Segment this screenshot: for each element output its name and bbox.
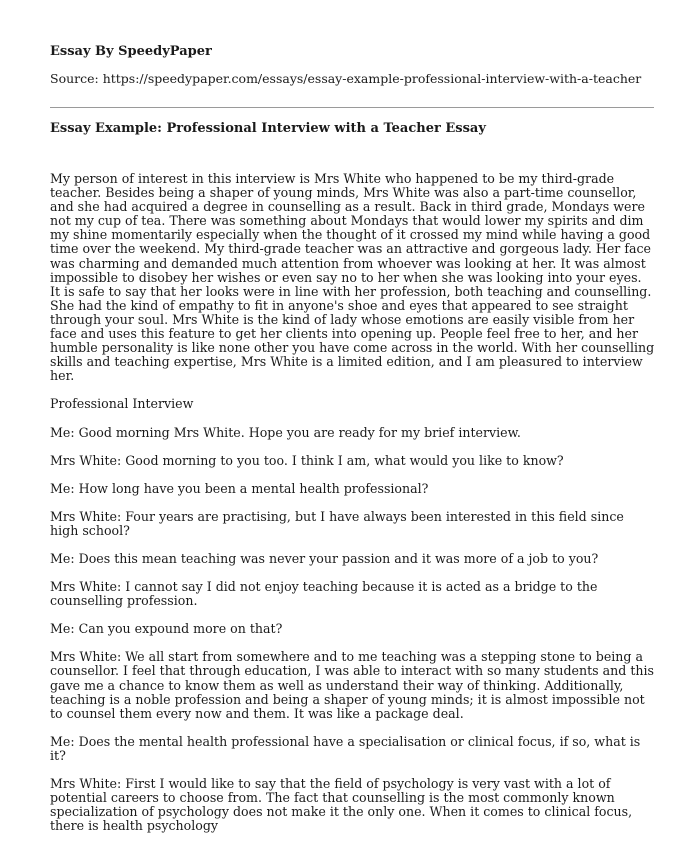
brand-heading: Essay By SpeedyPaper (50, 44, 212, 59)
interview-line: Me: Good morning Mrs White. Hope you are ready for my brief interview. (50, 424, 521, 440)
interview-line: Me: Can you expound more on that? (50, 621, 283, 637)
intro-paragraph: My person of interest in this interview is Mrs White who happened to be my third-grade teacher. Besides being a shaper of young minds, Mrs White was also a part-time counsellor, and she had acquired a degree in counselling as a result. Back in third grade, Mondays were not my cup of tea. There was something about Mondays that would lower my spirits and dim my shine momentarily especially when the thought of it crossed my mind while having a good time over the weekend. My third-grade teacher was an attractive and gorgeous lady. Her face was charming and demanded much attention from whoever was looking at her. It was almost impossible to disobey her wishes or even say no to her when she was looking into your eyes. It is safe to say that her looks were in line with her profession, both teaching and counselling. She had the kind of empathy to fit in anyone's shoe and eyes that appeared to see straight through your soul. Mrs White is the kind of lady whose emotions are easily visible from her face and uses this feature to get her clients into opening up. People feel free to her, and her humble personality is like none other you have come across in the world. With her counselling skills and teaching expertise, Mrs White is a limited edition, and I am pleasured to interview her. (50, 171, 655, 384)
interview-line: Me: Does the mental health professional have a specialisation or clinical focus, if so, what is it? (50, 733, 641, 763)
interview-line: Mrs White: Four years are practising, but I have always been interested in this field since high school? (50, 508, 624, 538)
section-heading: Professional Interview (50, 396, 194, 412)
source-line: Source: https://speedypaper.com/essays/essay-example-professional-interview-with-a-teacher (50, 71, 642, 86)
divider (50, 107, 654, 108)
interview-line: Mrs White: First I would like to say that the field of psychology is very vast with a lot of potential careers to choose from. The fact that counselling is the most commonly known specialization of psychology does not make it the only one. When it comes to clinical focus, there is health psychology (50, 776, 633, 834)
essay-title: Essay Example: Professional Interview with a Teacher Essay (50, 121, 486, 136)
interview-line: Me: How long have you been a mental health professional? (50, 480, 429, 496)
interview-line: Mrs White: I cannot say I did not enjoy teaching because it is acted as a bridge to the counselling profession. (50, 579, 598, 609)
interview-line: Mrs White: Good morning to you too. I think I am, what would you like to know? (50, 452, 564, 468)
essay-body (50, 172, 655, 847)
interview-line: Me: Does this mean teaching was never your passion and it was more of a job to you? (50, 550, 599, 566)
interview-line: Mrs White: We all start from somewhere and to me teaching was a stepping stone to being a counsellor. I feel that through education, I was able to interact with so many students and this gave me a chance to know them as well as understand their way of thinking. Additionally, teaching is a noble profession and being a shaper of young minds; it is almost impossible not to counsel them every now and them. It was like a package deal. (50, 649, 654, 721)
